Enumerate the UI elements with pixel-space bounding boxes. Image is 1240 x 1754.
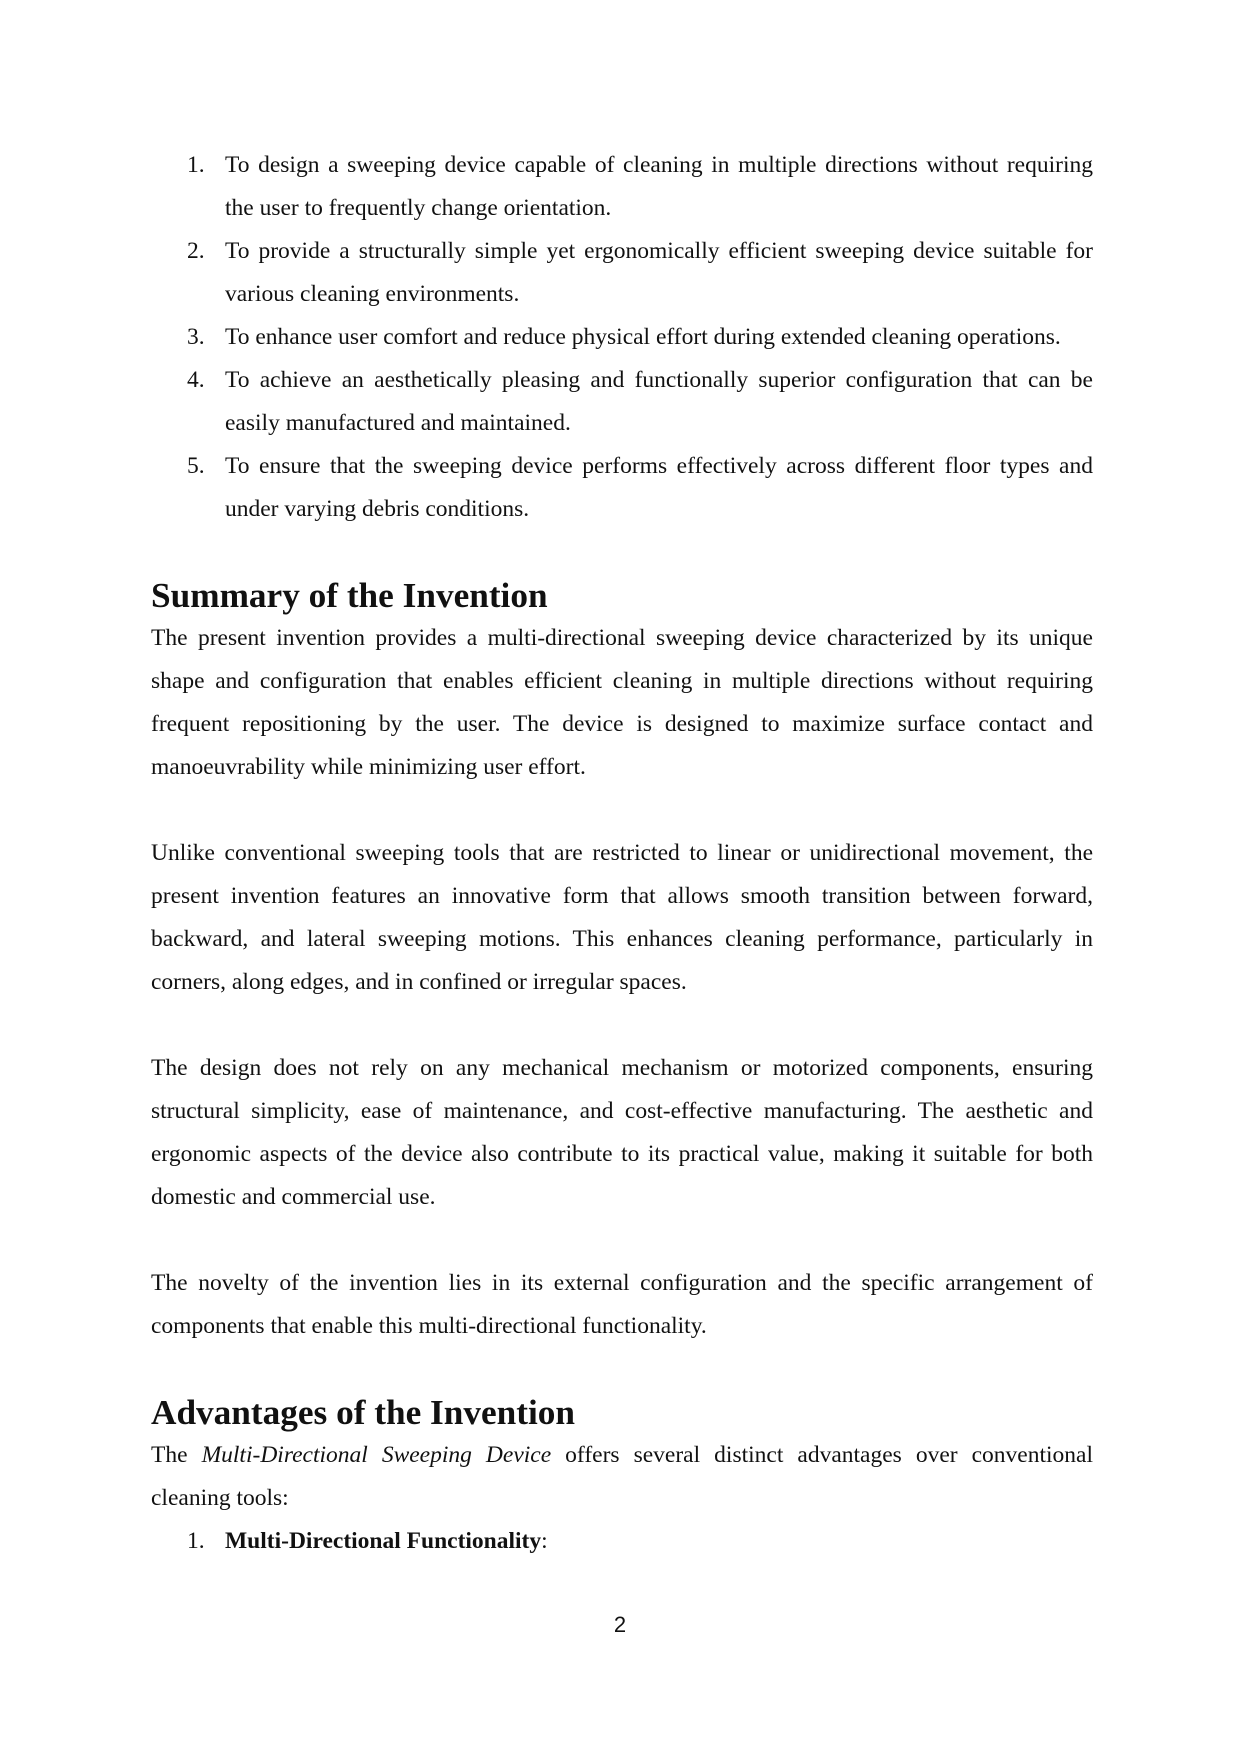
advantages-intro (151, 1434, 1093, 1520)
list-item-number: 1. (187, 152, 205, 178)
list-item (151, 445, 1093, 531)
list-item-text: To ensure that the sweeping device performs effectively across different floor types and under varying debris conditions. (225, 453, 1093, 522)
list-item (151, 316, 1093, 359)
list-item-number: 2. (187, 238, 205, 264)
spacer (151, 1219, 1093, 1262)
list-item-number: 4. (187, 367, 205, 393)
page-content (151, 144, 1093, 1563)
list-item-text: To design a sweeping device capable of cleaning in multiple directions without requiring the user to frequently change orientation. (225, 152, 1093, 221)
advantage-title: Multi-Directional Functionality (225, 1528, 542, 1554)
summary-paragraph-2: Unlike conventional sweeping tools that are restricted to linear or unidirectional movement, the present invention features an innovative form that allows smooth transition between forward, backward, and lateral sweeping motions. This enhances cleaning performance, particularly in corners, along edges, and in confined or irregular spaces. (151, 840, 1093, 995)
summary-paragraph-1: The present invention provides a multi-directional sweeping device characterized by its unique shape and configuration that enables efficient cleaning in multiple directions without requiring frequent repositioning by the user. The device is designed to maximize surface contact and manoeuvrability while minimizing user effort. (151, 625, 1093, 780)
list-item-number: 1. (187, 1528, 205, 1554)
device-name: Multi-Directional Sweeping Device (201, 1442, 552, 1468)
list-item (151, 1520, 1093, 1563)
list-item-text: To provide a structurally simple yet ergonomically efficient sweeping device suitable for various cleaning environments. (225, 238, 1093, 307)
list-item-text: To enhance user comfort and reduce physical effort during extended cleaning operations. (225, 324, 1061, 350)
spacer (151, 789, 1093, 832)
list-item-text: To achieve an aesthetically pleasing and functionally superior configuration that can be easily manufactured and maintained. (225, 367, 1093, 436)
list-item (151, 230, 1093, 316)
summary-heading: Summary of the Invention (151, 576, 548, 615)
list-item-number: 5. (187, 453, 205, 479)
spacer (151, 1348, 1093, 1391)
spacer (151, 531, 1093, 574)
list-item-number: 3. (187, 324, 205, 350)
advantage-title-suffix: : (541, 1528, 548, 1554)
advantages-intro-end: offers several distinct advantages over conventional cleaning tools: (151, 1442, 1093, 1511)
objectives-list (151, 144, 1093, 531)
spacer (151, 1004, 1093, 1047)
summary-paragraph-3: The design does not rely on any mechanical mechanism or motorized components, ensuring structural simplicity, ease of maintenance, and cost-effective manufacturing. The aesthetic and ergonomic aspects of the device also contribute to its practical value, making it suitable for both domestic and commercial use. (151, 1055, 1093, 1210)
advantages-heading: Advantages of the Invention (151, 1393, 576, 1432)
page-number: 2 (613, 1612, 627, 1637)
list-item (151, 144, 1093, 230)
list-item (151, 359, 1093, 445)
summary-paragraph-4: The novelty of the invention lies in its external configuration and the specific arrangement of components that enable this multi-directional functionality. (151, 1270, 1093, 1339)
advantages-intro-start: The (151, 1442, 202, 1468)
